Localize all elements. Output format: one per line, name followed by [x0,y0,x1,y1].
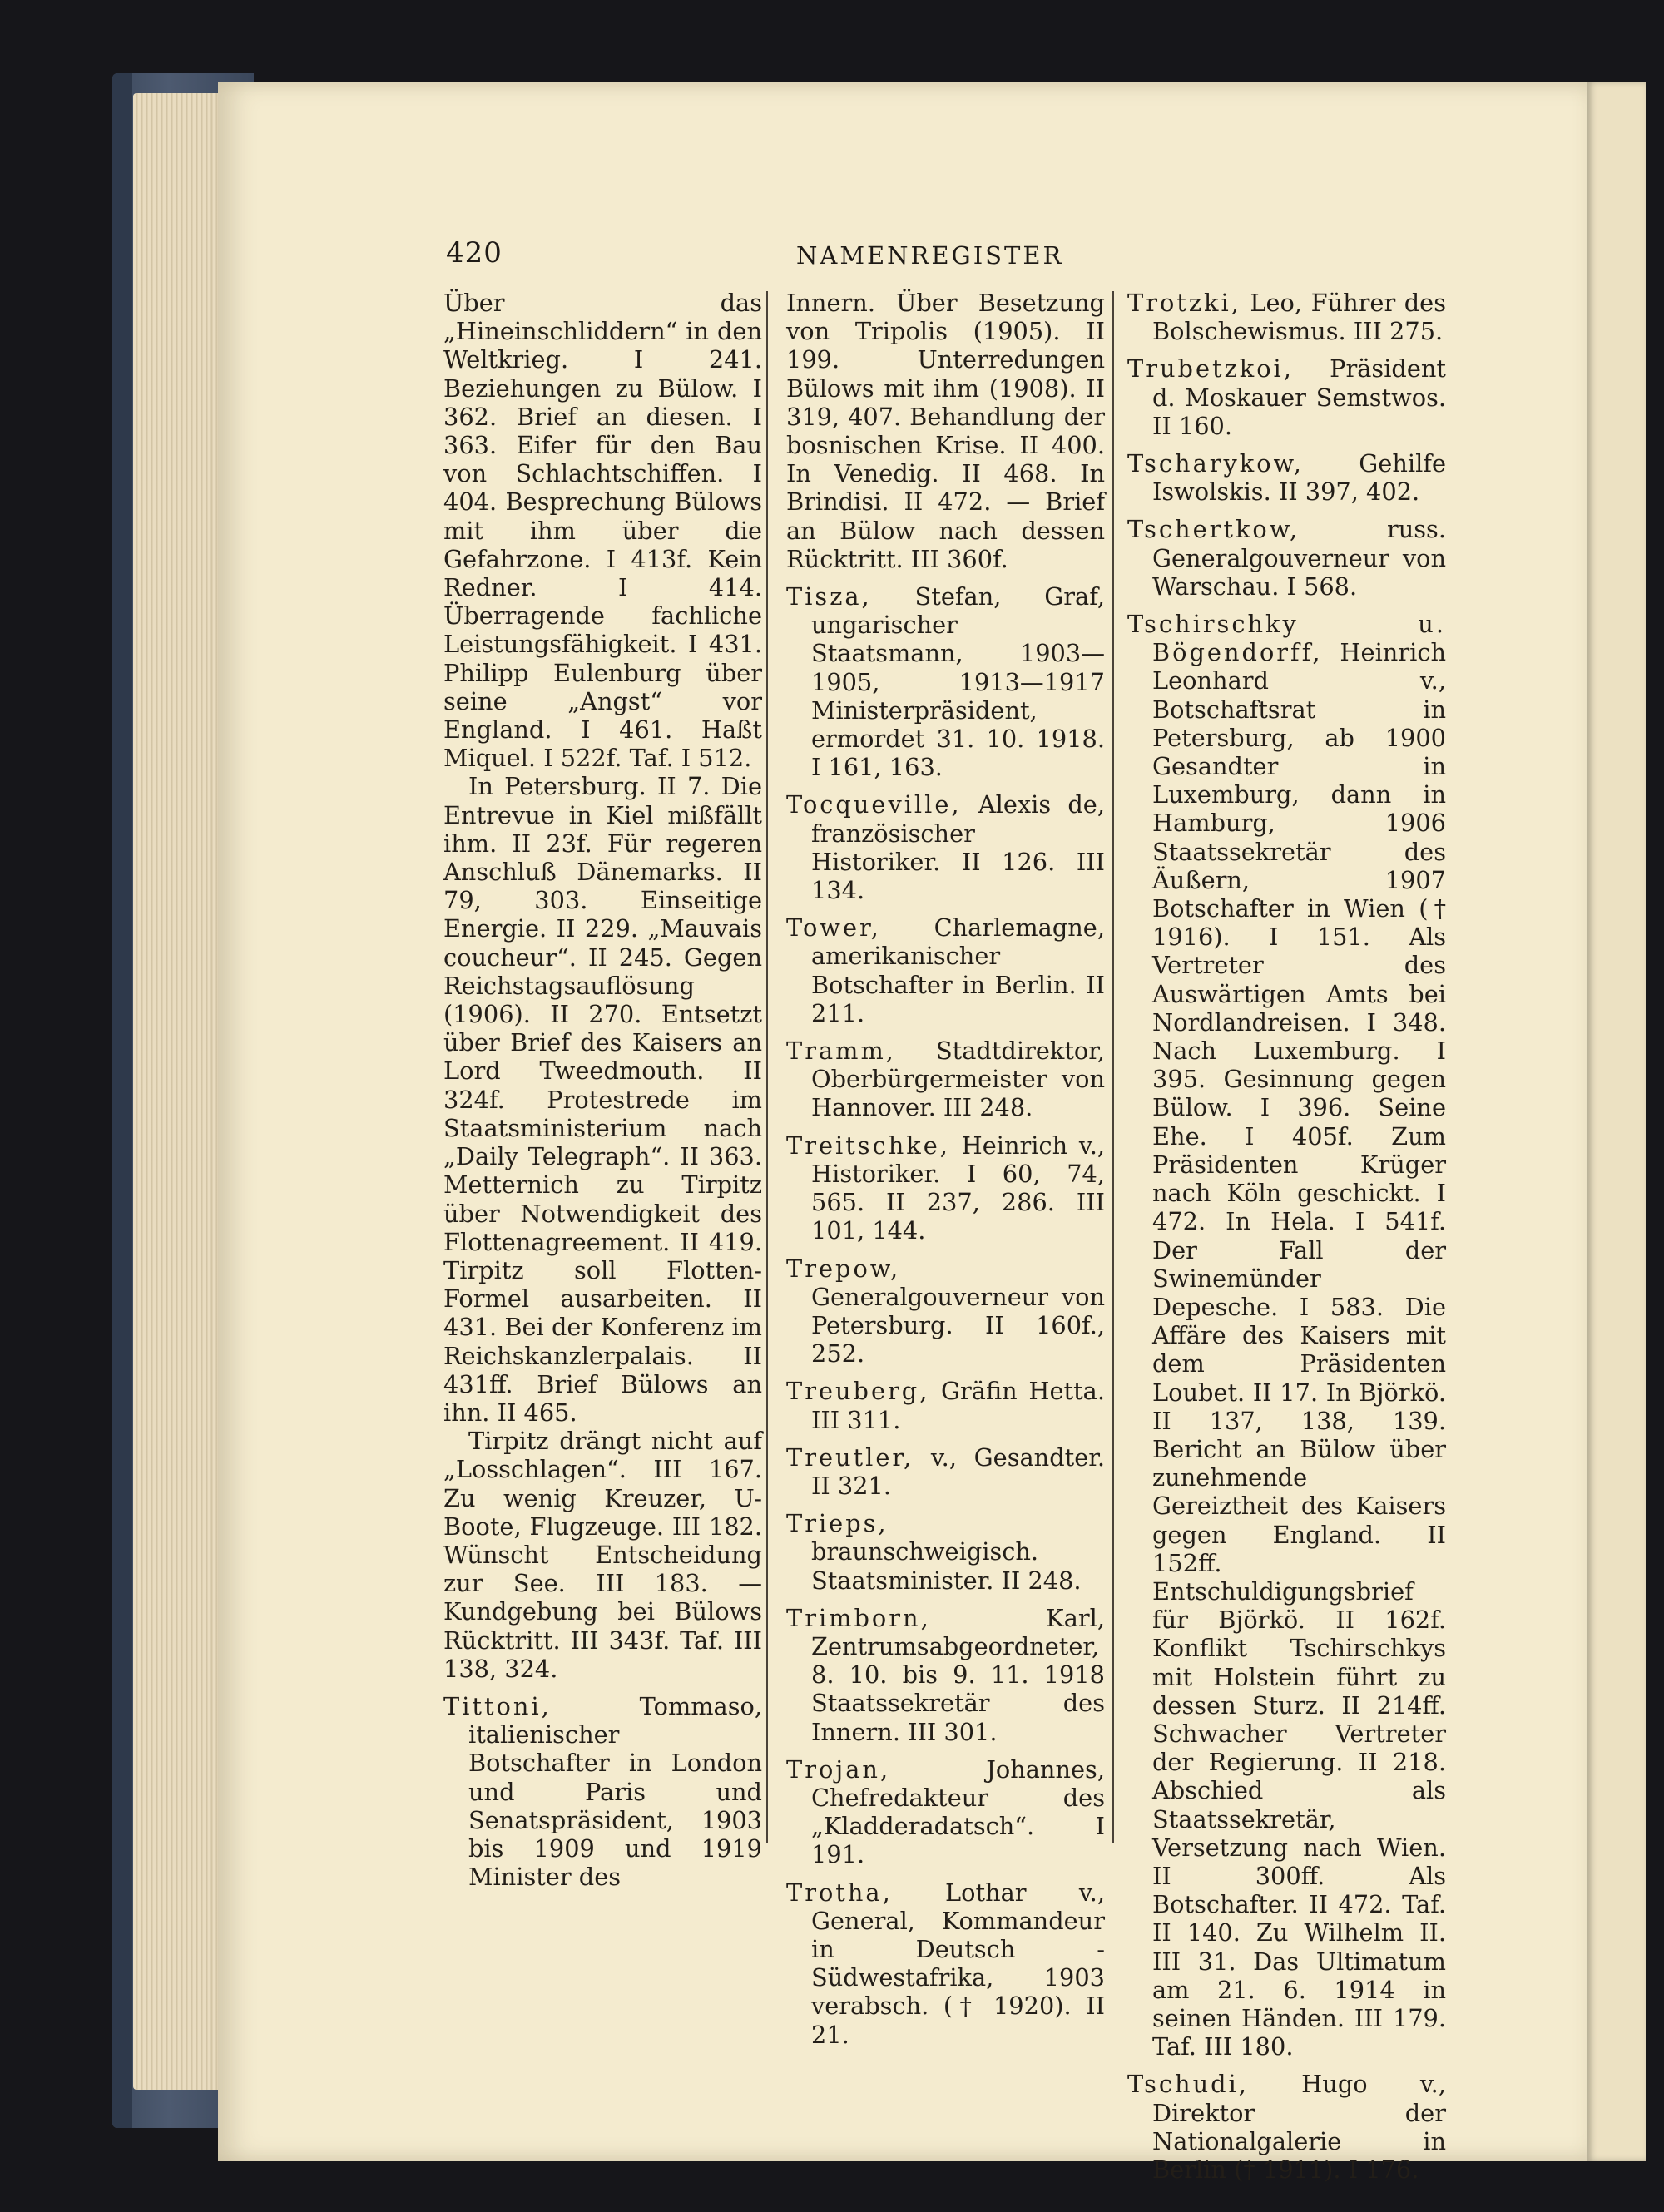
entry-name: Tschudi, [1127,2070,1249,2099]
index-entry [786,1377,1105,1433]
index-entry-continuation: Tirpitz drängt nicht auf „Losschlagen“. III 167. Zu wenig Kreuzer, U-Boote, Flugzeuge. III 182. Wünscht Entscheidung zur See. III 183. — Kundgebung bei Bülows Rücktritt. III 343f. Taf. III 138, 324. [443,1427,762,1683]
entry-name: Trimborn, [786,1603,931,1632]
index-entry [786,582,1105,781]
entry-text: Hugo v., Direktor der Nationalgalerie in Berlin († 1911). I 176. [1152,2070,1446,2184]
entry-text: Gräfin Hetta. III 311. [811,1377,1105,1434]
entry-name: Trieps, [786,1509,889,1538]
entry-name: Trotha, [786,1878,893,1907]
index-entry-continuation: Innern. Über Besetzung von Tripolis (1905). II 199. Unterredungen Bülows mit ihm (1908). II 319, 407. Behandlung der bosnischen Krise. II 400. In Venedig. II 468. In Brindisi. II 472. — Brief an Bülow nach dessen Rücktritt. III 360f. [786,289,1105,573]
next-page-edge [1587,82,1646,2161]
entry-name: Tocqueville, [786,790,962,819]
entry-text: russ. Generalgouverneur von Warschau. I 568. [1152,515,1446,601]
entry-text: v., Gesandter. II 321. [811,1443,1105,1500]
index-entry [786,790,1105,904]
entry-name: Treitschke, [786,1131,950,1160]
index-entry [786,1755,1105,1869]
index-column-3 [1127,289,1446,2193]
entry-name: Trotzki, [1127,289,1241,317]
entry-name: Tschirschky u. Bögendorff, [1127,610,1446,667]
index-entry [1127,449,1446,506]
entry-text: Charlemagne, amerikanischer Botschafter in Berlin. II 211. [811,913,1105,1027]
index-entry [1127,354,1446,440]
cover-spine-edge [112,73,132,2128]
index-entry [786,1604,1105,1746]
index-entry [1127,2070,1446,2184]
index-column-2 [786,289,1105,2058]
entry-text: Alexis de, französischer Historiker. II 126. III 134. [811,790,1105,905]
entry-text: Präsident d. Moskauer Semstwos. II 160. [1152,354,1446,440]
entry-name: Tower, [786,913,881,943]
entry-text: Generalgouverneur von Petersburg. II 160f., 252. [811,1282,1105,1368]
index-entry [786,1443,1105,1500]
index-entry-continuation: In Petersburg. II 7. Die Entrevue in Kiel mißfällt ihm. II 23f. Für regeren Anschluß Dänemarks. II 79, 303. Einseitige Energie. II 229. „Mauvais coucheur“. II 245. Gegen Reichstagsauflösung (1906). II 270. Entsetzt über Brief des Kaisers an Lord Tweedmouth. II 324f. Protestrede im Staatsministerium nach „Daily Telegraph“. II 363. Metternich zu Tirpitz über Notwendigkeit des Flottenagreement. II 419. Tirpitz soll Flotten-Formel ausarbeiten. II 431. Bei der Konferenz im Reichskanzlerpalais. II 431ff. Brief Bülows an ihn. II 465. [443,772,762,1427]
index-entry [786,1509,1105,1595]
index-entry [1127,610,1446,2061]
entry-name: Tscharykow, [1127,449,1304,478]
entry-text: Karl, Zentrumsabgeordneter, 8. 10. bis 9. 11. 1918 Staatssekretär des Innern. III 301. [811,1603,1105,1746]
index-entry [786,1878,1105,2049]
index-entry [786,913,1105,1027]
index-entry [786,1131,1105,1245]
page-number: 420 [446,236,503,270]
index-entry [1127,515,1446,601]
entry-text: Stadtdirektor, Oberbürgermeister von Hannover. III 248. [811,1037,1105,1122]
entry-name: Tittoni, [443,1691,552,1720]
entry-text: Heinrich v., Historiker. I 60, 74, 565. II 237, 286. III 101, 144. [811,1131,1105,1245]
entry-text: Gehilfe Iswolskis. II 397, 402. [1152,449,1446,507]
entry-text: Heinrich Leonhard v., Botschaftsrat in Petersburg, ab 1900 Gesandter in Luxemburg, dann in Hamburg, 1906 Staatssekretär des Äußern, 1907 Botschafter in Wien († 1916). I 151. Als Vertreter des Auswärtigen Amts bei Nordlandreisen. I 348. Nach Luxemburg. I 395. Gesinnung gegen Bülow. I 396. Seine Ehe. I 405f. Zum Präsidenten Krüger nach Köln geschickt. I 472. In Hela. I 541f. Der Fall der Swinemünder Depesche. I 583. Die Affäre des Kaisers mit dem Präsidenten Loubet. II 17. In Björkö. II 137, 138, 139. Bericht an Bülow über zunehmende Gereiztheit des Kaisers gegen England. II 152ff. Entschuldigungsbrief für Björkö. II 162f. Konflikt Tschirschkys mit Holstein führt zu dessen Sturz. II 214ff. Schwacher Vertreter der Regierung. II 218. Abschied als Staatssekretär, Versetzung nach Wien. II 300ff. Als Botschafter. II 472. Taf. II 140. Zu Wilhelm II. III 31. Das Ultimatum am 21. 6. 1914 in seinen Händen. III 179. Taf. III 180. [1152,638,1446,2061]
entry-text: Stefan, Graf, ungarischer Staatsmann, 1903—1905, 1913—1917 Ministerpräsident, ermordet 31. 10. 1918. I 161, 163. [811,582,1105,782]
entry-text: Lothar v., General, Kommandeur in Deutsch - Südwestafrika, 1903 verabsch. († 1920). II 21. [811,1878,1105,2049]
entry-name: Trepow, [786,1254,901,1283]
index-entry [786,1254,1105,1368]
entry-text: Johannes, Chefredakteur des „Kladderadatsch“. I 191. [811,1754,1105,1869]
index-column-1 [443,289,762,1900]
index-entry [786,1037,1105,1122]
column-rule-2 [1112,291,1114,1843]
index-entry [1127,289,1446,345]
entry-name: Trubetzkoi, [1127,354,1294,384]
entry-name: Trojan, [786,1754,891,1784]
entry-name: Tramm, [786,1037,896,1066]
running-title: NAMENREGISTER [796,241,1064,270]
index-entry-continuation: Über das „Hineinschliddern“ in den Weltkrieg. I 241. Beziehungen zu Bülow. I 362. Brief an diesen. I 363. Eifer für den Bau von Schlachtschiffen. I 404. Besprechung Bülows mit ihm über die Gefahrzone. I 413f. Kein Redner. I 414. Überragende fachliche Leistungsfähigkeit. I 431. Philipp Eulenburg über seine „Angst“ vor England. I 461. Haßt Miquel. I 522f. Taf. I 512. [443,289,762,773]
entry-name: Treutler, [786,1443,914,1472]
entry-text: Tommaso, italienischer Botschafter in London und Paris und Senatspräsident, 1903 bis 1909 und 1919 Minister des [468,1691,762,1892]
entry-name: Treuberg, [786,1377,930,1406]
entry-name: Tschertkow, [1127,515,1300,544]
index-entry [443,1692,762,1891]
entry-name: Tisza, [786,582,872,611]
entry-text: Leo, Führer des Bolschewismus. III 275. [1152,289,1446,346]
entry-text: braunschweigisch. Staatsminister. II 248. [811,1537,1082,1595]
column-rule-1 [766,291,768,1843]
